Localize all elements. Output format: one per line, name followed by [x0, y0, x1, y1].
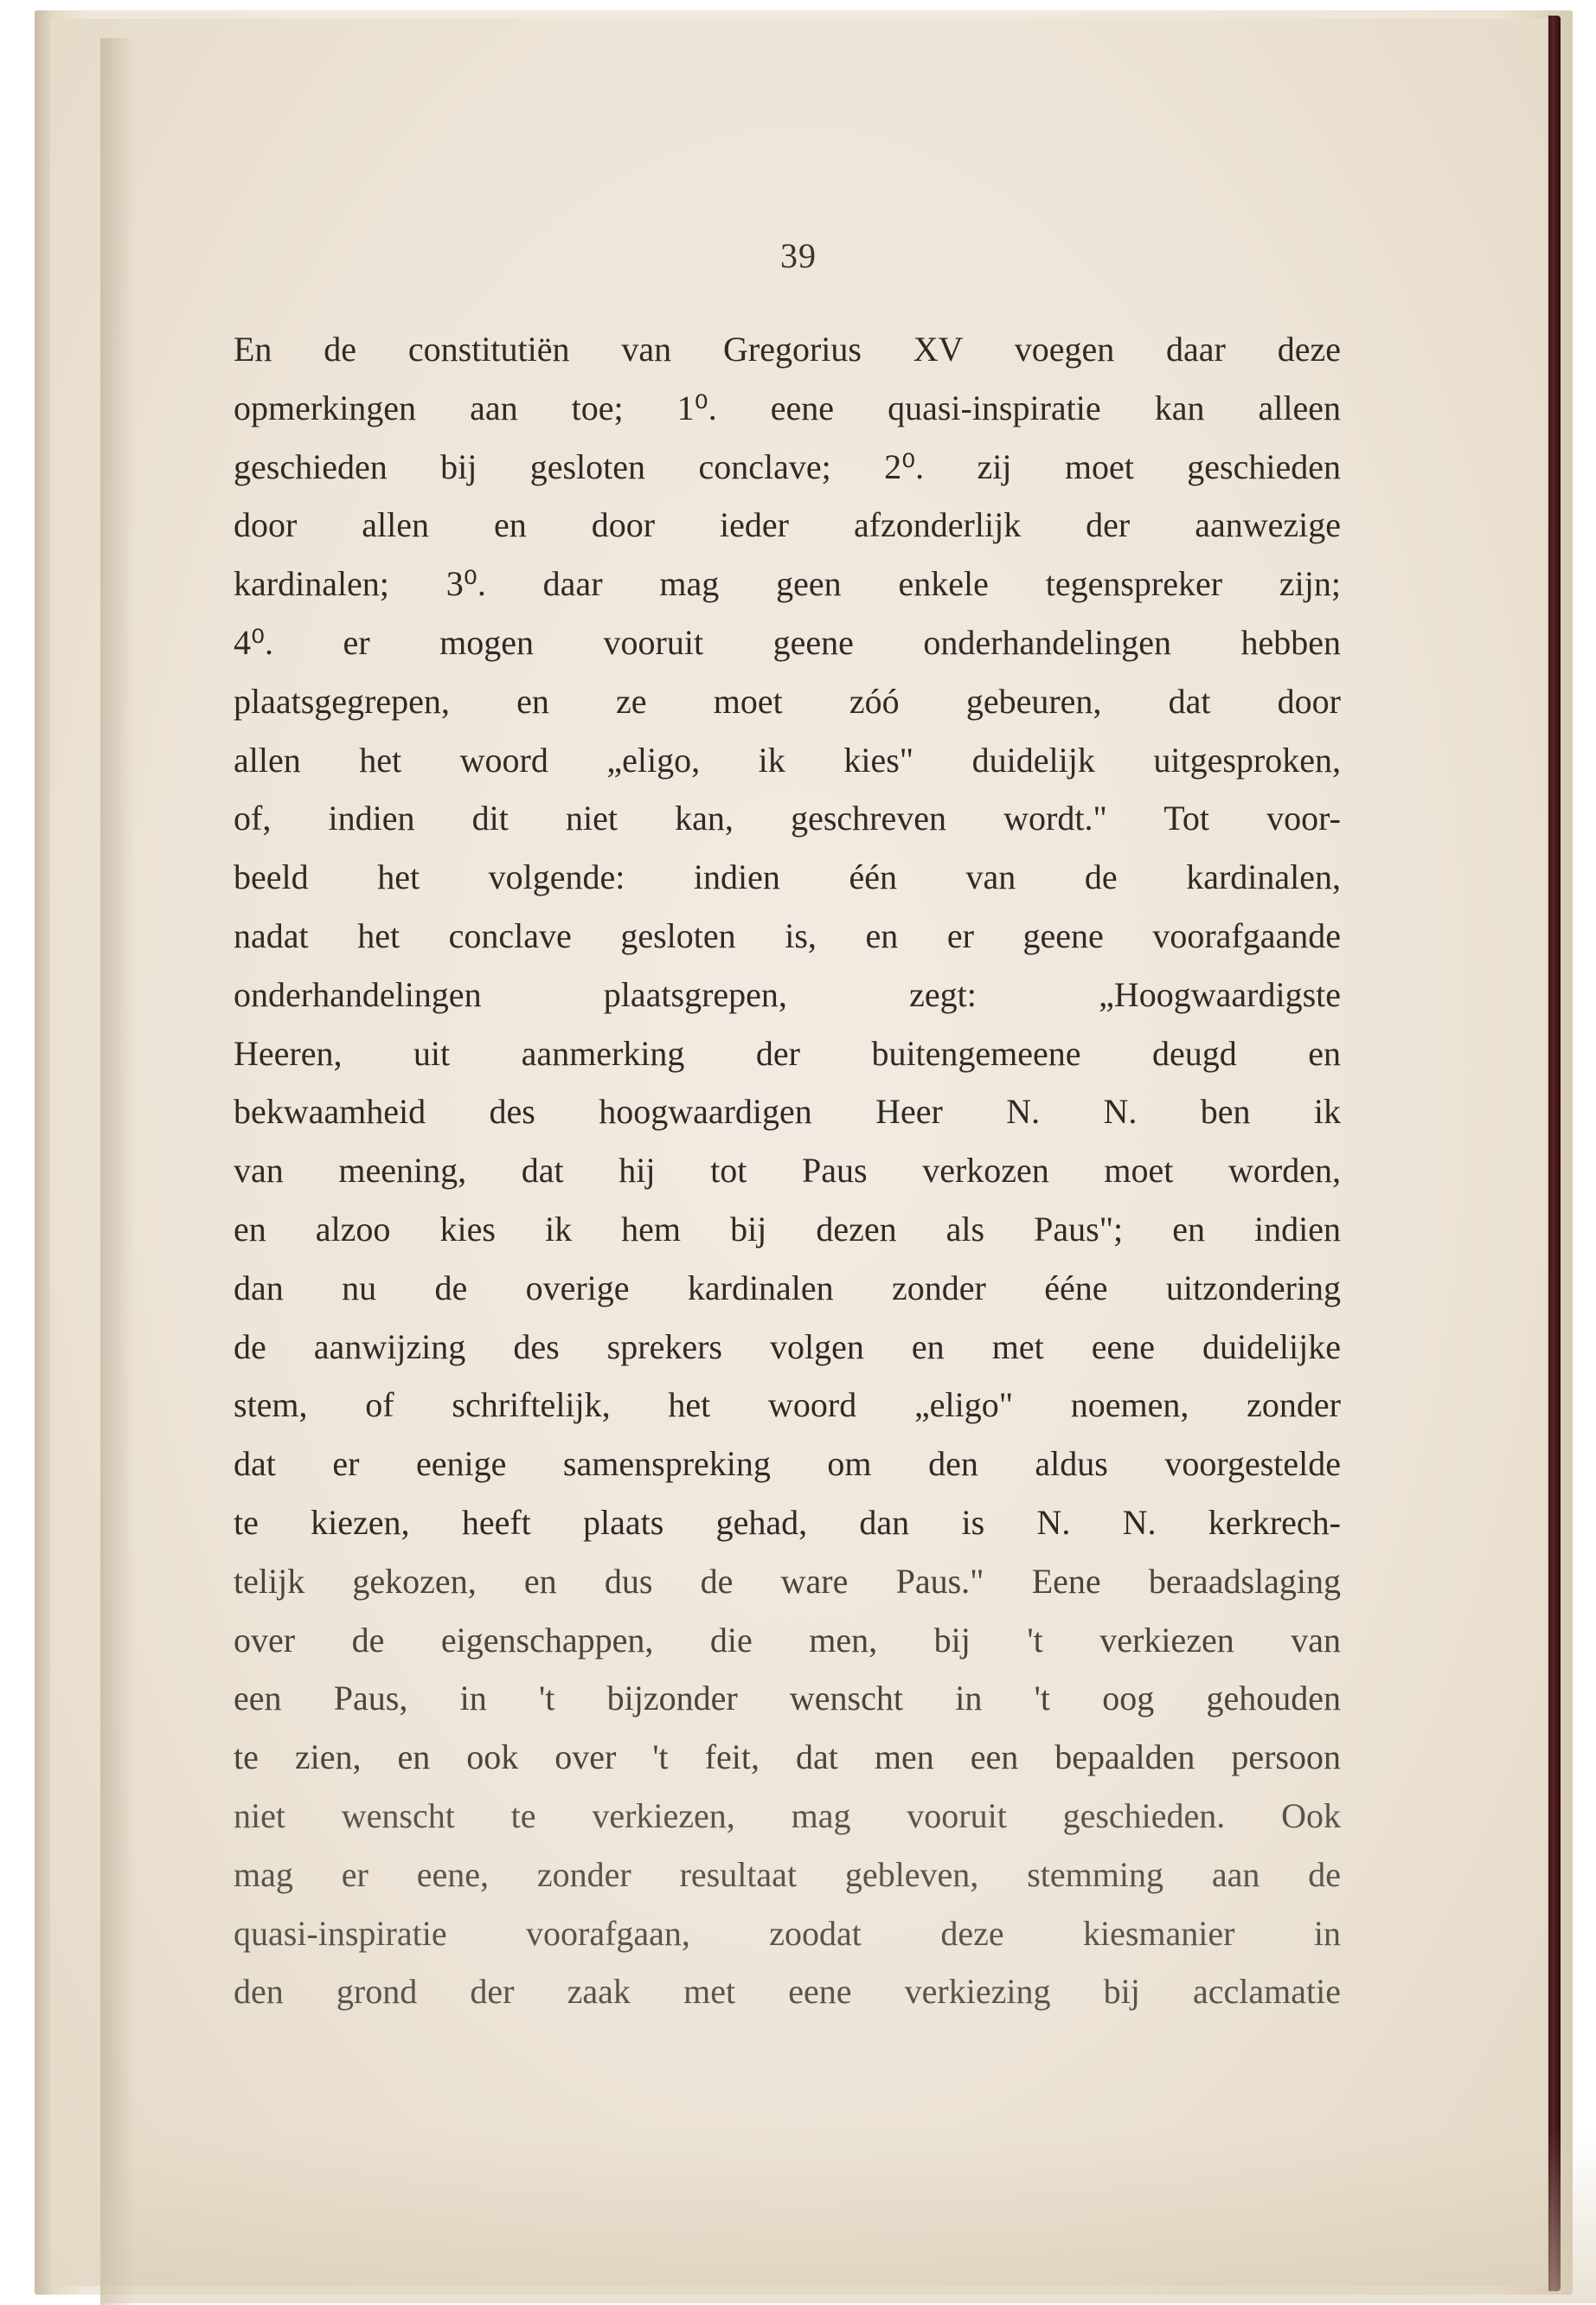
page-number: 39	[780, 236, 817, 275]
text-line: plaatsgegrepen, en ze moet zóó gebeuren, dat door	[234, 681, 1341, 721]
text-line: mag er eene, zonder resultaat gebleven, stemming aan de	[234, 1854, 1341, 1894]
text-line: de aanwijzing des sprekers volgen en met eene duidelijke	[234, 1326, 1341, 1366]
text-line: van meening, dat hij tot Paus verkozen moet worden,	[234, 1151, 1341, 1191]
text-line: kardinalen; 3⁰. daar mag geen enkele tegenspreker zijn;	[234, 564, 1341, 604]
text-line: stem, of schriftelijk, het woord „eligo" noemen, zonder	[234, 1385, 1341, 1425]
text-line: onderhandelingen plaatsgrepen, zegt: „Hoogwaardigste	[234, 974, 1341, 1014]
book-cover-spine	[1548, 16, 1561, 2291]
text-line: nadat het conclave gesloten is, en er geene voorafgaande	[234, 915, 1341, 955]
text-line: quasi-inspiratie voorafgaan, zoodat deze kiesmanier in	[234, 1913, 1341, 1953]
text-line: dan nu de overige kardinalen zonder ééne uitzondering	[234, 1268, 1341, 1307]
text-line: geschieden bij gesloten conclave; 2⁰. zij moet geschieden	[234, 446, 1341, 486]
text-line: te kiezen, heeft plaats gehad, dan is N. N. kerkrech-	[234, 1502, 1341, 1542]
text-line: dat er eenige samenspreking om den aldus voorgestelde	[234, 1444, 1341, 1484]
text-line: allen het woord „eligo, ik kies" duidelijk uitgesproken,	[234, 740, 1341, 780]
text-line: Heeren, uit aanmerking der buitengemeene deugd en	[234, 1033, 1341, 1073]
text-line: En de constitutiën van Gregorius XV voegen daar deze	[234, 330, 1341, 369]
gutter-shadow	[100, 38, 135, 2305]
text-line: opmerkingen aan toe; 1⁰. eene quasi-inspiratie kan alleen	[234, 388, 1341, 427]
text-line: te zien, en ook over 't feit, dat men een bepaalden persoon	[234, 1737, 1341, 1777]
body-text	[234, 320, 1341, 2021]
text-line: door allen en door ieder afzonderlijk der aanwezige	[234, 505, 1341, 545]
text-line: en alzoo kies ik hem bij dezen als Paus"; en indien	[234, 1209, 1341, 1249]
text-line: of, indien dit niet kan, geschreven wordt." Tot voor-	[234, 799, 1341, 838]
text-line: niet wenscht te verkiezen, mag vooruit geschieden. Ook	[234, 1795, 1341, 1835]
book-page	[50, 19, 1547, 2286]
text-line: over de eigenschappen, die men, bij 't verkiezen van	[234, 1620, 1341, 1660]
text-line: den grond der zaak met eene verkiezing bij acclamatie	[234, 1972, 1341, 2012]
text-line: beeld het volgende: indien één van de kardinalen,	[234, 857, 1341, 897]
text-line: telijk gekozen, en dus de ware Paus." Eene beraadslaging	[234, 1561, 1341, 1601]
text-line: een Paus, in 't bijzonder wenscht in 't oog gehouden	[234, 1679, 1341, 1718]
text-line: 4⁰. er mogen vooruit geene onderhandelingen hebben	[234, 622, 1341, 662]
text-line: bekwaamheid des hoogwaardigen Heer N. N. ben ik	[234, 1092, 1341, 1132]
page-stain	[100, 2130, 1596, 2303]
